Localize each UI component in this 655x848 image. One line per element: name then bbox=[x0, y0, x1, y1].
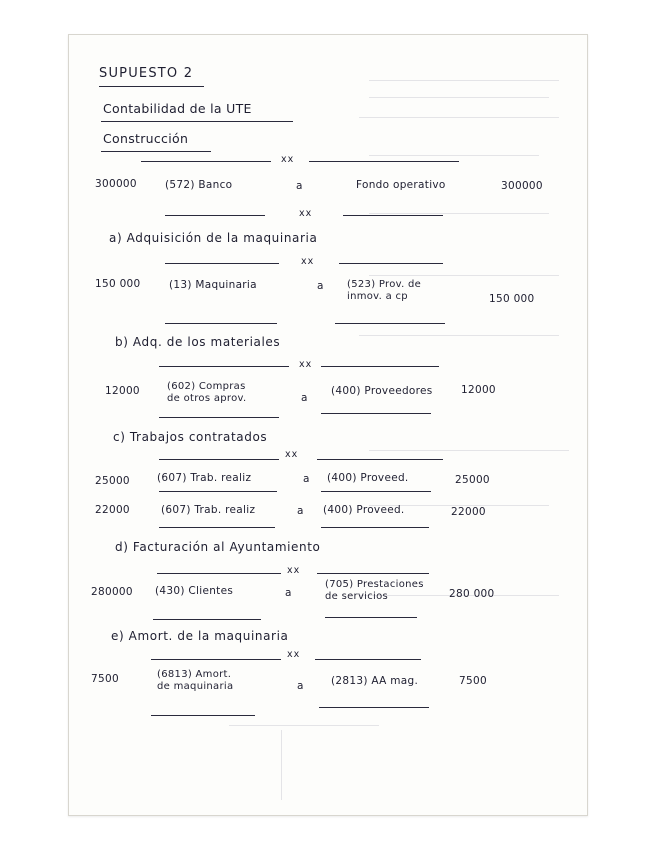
credit-account: (400) Proveed. bbox=[323, 504, 405, 516]
entry-mark: xx bbox=[299, 359, 313, 370]
entry-rule bbox=[317, 459, 443, 460]
entry-rule bbox=[159, 527, 275, 528]
page-title: SUPUESTO 2 bbox=[99, 66, 194, 81]
entry-rule bbox=[317, 573, 429, 574]
credit-amount: 150 000 bbox=[489, 293, 535, 305]
entry-rule bbox=[159, 366, 289, 367]
connector: a bbox=[317, 280, 324, 292]
bleed-through-line bbox=[369, 213, 549, 214]
debit-amount: 12000 bbox=[105, 385, 140, 397]
entry-rule bbox=[335, 323, 445, 324]
entry-heading-b: b) Adq. de los materiales bbox=[115, 335, 281, 349]
entry-heading-d: d) Facturación al Ayuntamiento bbox=[115, 540, 321, 554]
entry-heading-a: a) Adquisición de la maquinaria bbox=[109, 231, 318, 245]
entry-rule bbox=[321, 366, 439, 367]
debit-amount: 22000 bbox=[95, 504, 130, 516]
entry-mark: xx bbox=[301, 256, 315, 267]
credit-account: (705) Prestaciones de servicios bbox=[325, 579, 424, 602]
entry-rule bbox=[325, 617, 417, 618]
entry-rule bbox=[151, 715, 255, 716]
debit-amount: 7500 bbox=[91, 673, 119, 685]
bleed-through-line bbox=[281, 730, 283, 800]
debit-amount: 150 000 bbox=[95, 278, 141, 290]
credit-amount: 25000 bbox=[455, 474, 490, 486]
entry-rule bbox=[165, 215, 265, 216]
entry-rule bbox=[321, 413, 431, 414]
credit-amount: 7500 bbox=[459, 675, 487, 687]
title-underline bbox=[99, 86, 204, 87]
bleed-through-line bbox=[369, 450, 569, 451]
entry-rule bbox=[151, 659, 281, 660]
entry-mark: xx bbox=[281, 154, 295, 165]
debit-account: (607) Trab. realiz bbox=[157, 472, 252, 484]
credit-amount: 280 000 bbox=[449, 588, 495, 600]
subtitle-underline bbox=[101, 121, 293, 122]
entry-mark: xx bbox=[299, 208, 313, 219]
entry-rule bbox=[159, 491, 277, 492]
entry-rule bbox=[319, 707, 429, 708]
bleed-through-line bbox=[359, 117, 559, 118]
debit-account: (430) Clientes bbox=[155, 585, 234, 597]
debit-account: (572) Banco bbox=[165, 179, 233, 191]
section-heading: Construcción bbox=[103, 131, 189, 146]
entry-rule bbox=[321, 491, 431, 492]
notebook-page bbox=[68, 34, 588, 816]
credit-account: (523) Prov. de inmov. a cp bbox=[347, 279, 422, 302]
entry-rule bbox=[339, 263, 443, 264]
connector: a bbox=[303, 473, 310, 485]
bleed-through-line bbox=[369, 275, 559, 276]
debit-account: (6813) Amort. de maquinaria bbox=[157, 669, 234, 692]
section-underline bbox=[101, 151, 211, 152]
connector: a bbox=[301, 392, 308, 404]
connector: a bbox=[297, 505, 304, 517]
entry-rule bbox=[157, 573, 281, 574]
entry-rule bbox=[159, 417, 279, 418]
entry-rule bbox=[153, 619, 261, 620]
entry-mark: xx bbox=[287, 565, 301, 576]
credit-account: Fondo operativo bbox=[356, 179, 446, 191]
credit-amount: 300000 bbox=[501, 180, 543, 192]
credit-account: (400) Proveed. bbox=[327, 472, 409, 484]
entry-heading-e: e) Amort. de la maquinaria bbox=[111, 629, 289, 643]
entry-mark: xx bbox=[285, 449, 299, 460]
entry-rule bbox=[321, 527, 429, 528]
entry-rule bbox=[165, 323, 277, 324]
credit-amount: 12000 bbox=[461, 384, 496, 396]
bleed-through-line bbox=[359, 335, 559, 336]
entry-rule bbox=[141, 161, 271, 162]
connector: a bbox=[297, 680, 304, 692]
debit-amount: 300000 bbox=[95, 178, 137, 190]
entry-rule bbox=[165, 263, 279, 264]
credit-account: (400) Proveedores bbox=[331, 385, 433, 397]
debit-account: (602) Compras de otros aprov. bbox=[167, 381, 247, 404]
credit-amount: 22000 bbox=[451, 506, 486, 518]
debit-account: (13) Maquinaria bbox=[169, 279, 257, 291]
entry-rule bbox=[315, 659, 421, 660]
entry-mark: xx bbox=[287, 649, 301, 660]
debit-amount: 25000 bbox=[95, 475, 130, 487]
credit-account: (2813) AA mag. bbox=[331, 675, 419, 687]
entry-rule bbox=[159, 459, 279, 460]
bleed-through-line bbox=[369, 155, 539, 156]
entry-rule bbox=[343, 215, 443, 216]
entry-heading-c: c) Trabajos contratados bbox=[113, 430, 268, 444]
debit-amount: 280000 bbox=[91, 586, 133, 598]
connector: a bbox=[296, 180, 303, 192]
subtitle: Contabilidad de la UTE bbox=[103, 101, 252, 116]
bleed-through-line bbox=[229, 725, 379, 726]
bleed-through-line bbox=[369, 80, 559, 81]
connector: a bbox=[285, 587, 292, 599]
debit-account: (607) Trab. realiz bbox=[161, 504, 256, 516]
bleed-through-line bbox=[369, 97, 549, 98]
entry-rule bbox=[309, 161, 459, 162]
